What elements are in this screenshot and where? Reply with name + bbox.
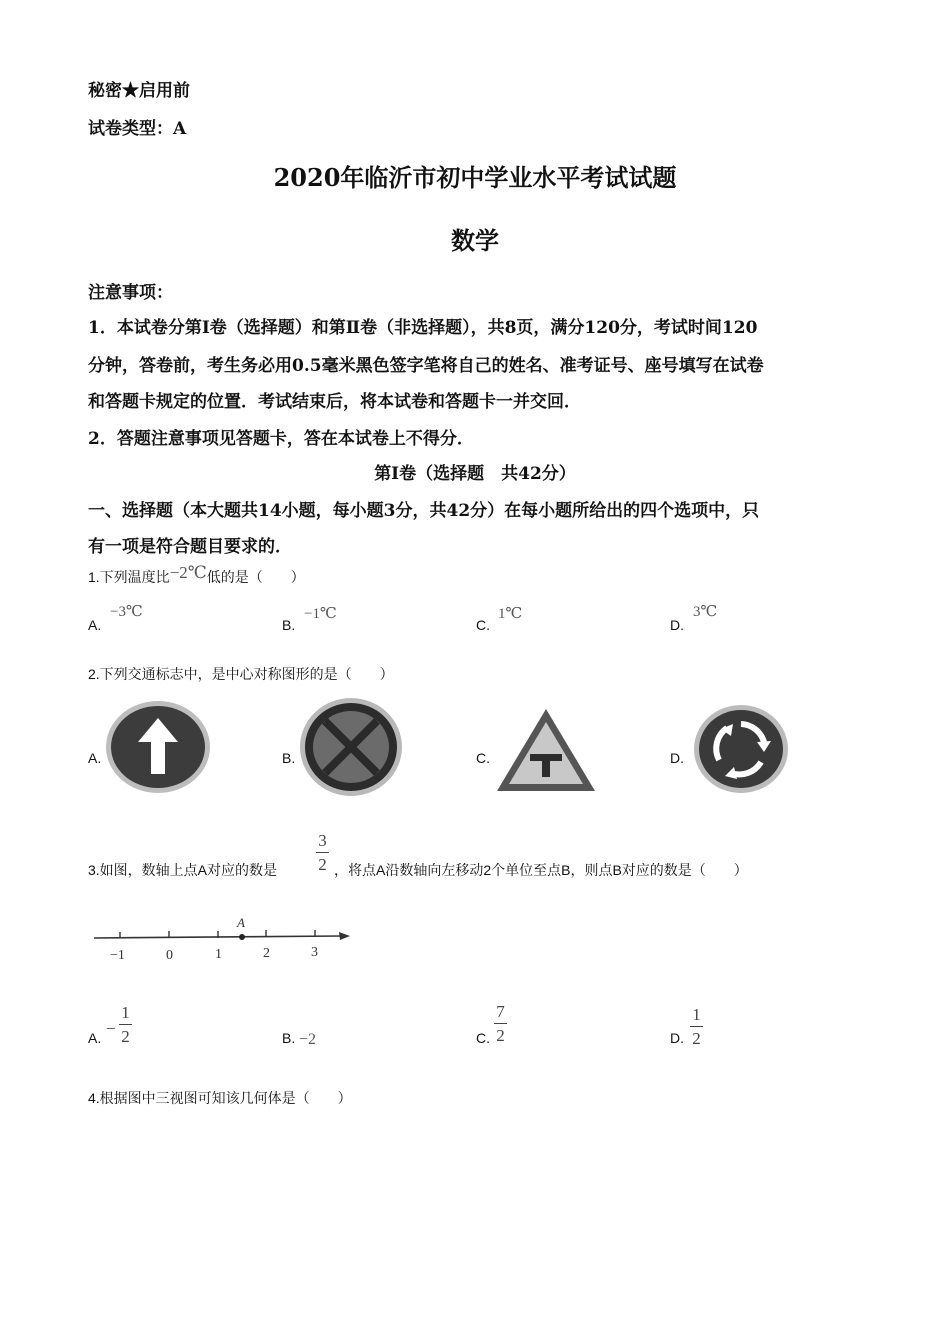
q3-option-a-numerator: 1 (121, 1003, 130, 1022)
q2-option-c-label[interactable]: C. (476, 750, 490, 766)
no-stopping-sign (299, 697, 403, 797)
q3-option-c-fraction (494, 1003, 507, 1044)
q3-option-d-label[interactable]: D. (670, 1030, 684, 1046)
question-3-prefix: 3.如图，数轴上点A对应的数是 (88, 862, 278, 878)
subject-title: 数学 (451, 226, 499, 255)
q2-option-d-label[interactable]: D. (670, 750, 684, 766)
q1-option-d-value: 3℃ (693, 604, 718, 620)
question-3-suffix: ，将点A沿数轴向左移动2个单位至点B，则点B对应的数是（ ） (334, 862, 748, 878)
notice-item-1-line-1: 1．本试卷分第Ⅰ卷（选择题）和第Ⅱ卷（非选择题），共8页，满分120分，考试时间120 (88, 318, 758, 338)
q3-option-a-denominator: 2 (121, 1027, 130, 1046)
question-2-stem: 2.下列交通标志中，是中心对称图形的是（ ） (88, 666, 394, 682)
number-line (90, 915, 360, 965)
question-3-fraction-numerator: 3 (318, 831, 327, 850)
question-1-value: −2℃ (169, 563, 207, 582)
number-line-tick-label: 3 (311, 945, 318, 960)
part1-instructions-line-1: 一、选择题（本大题共14小题，每小题3分，共42分）在每小题所给出的四个选项中，只 (88, 501, 760, 521)
question-1-suffix: 低的是（ ） (206, 569, 305, 585)
roundabout-sign (693, 704, 789, 794)
q3-option-a-sign: − (106, 1019, 116, 1038)
part1-instructions-line-2: 有一项是符合题目要求的． (88, 537, 292, 557)
t-junction-warning-sign (494, 706, 598, 794)
q3-option-a-label[interactable]: A. (88, 1030, 102, 1046)
q1-option-a-value: −3℃ (110, 604, 143, 620)
number-line-tick-label: 1 (215, 947, 222, 962)
q3-option-c-label[interactable]: C. (476, 1030, 490, 1046)
q3-option-b-label[interactable]: B. (282, 1030, 296, 1046)
question-1-prefix: 1.下列温度比 (88, 569, 170, 585)
number-line-tick-label: 2 (263, 946, 270, 961)
q3-option-b-value: −2 (299, 1031, 317, 1048)
confidential-mark: 秘密★启用前 (88, 81, 190, 101)
notice-item-2: 2．答题注意事项见答题卡，答在本试卷上不得分． (88, 429, 474, 449)
paper-type: 试卷类型：A (88, 119, 187, 139)
q3-option-d-fraction (690, 1006, 703, 1047)
q1-option-a-label[interactable]: A. (88, 617, 102, 633)
q2-option-a-label[interactable]: A. (88, 750, 102, 766)
question-4-stem: 4.根据图中三视图可知该几何体是（ ） (88, 1090, 352, 1106)
q1-option-c-label[interactable]: C. (476, 617, 490, 633)
notice-heading: 注意事项： (88, 283, 173, 303)
number-line-tick-label: −1 (110, 948, 125, 963)
question-3-fraction-denominator: 2 (318, 855, 327, 874)
straight-arrow-sign (105, 700, 211, 794)
q2-option-b-label[interactable]: B. (282, 750, 296, 766)
q3-option-d-numerator: 1 (692, 1005, 701, 1024)
q3-option-c-numerator: 7 (496, 1002, 505, 1021)
q1-option-b-label[interactable]: B. (282, 617, 296, 633)
section-title: 第Ⅰ卷（选择题 共42分） (374, 464, 576, 484)
q1-option-d-label[interactable]: D. (670, 617, 684, 633)
question-1-stem (88, 563, 305, 587)
q3-option-c-denominator: 2 (496, 1026, 505, 1045)
q3-option-a-fraction (119, 1004, 132, 1045)
notice-item-1-line-2: 分钟，答卷前，考生务必用0.5毫米黑色签字笔将自己的姓名、准考证号、座号填写在试卷 (88, 356, 764, 376)
number-line-tick-label: 0 (166, 948, 173, 963)
q3-option-d-denominator: 2 (692, 1029, 701, 1048)
question-3-fraction (316, 832, 329, 873)
notice-item-1-line-3: 和答题卡规定的位置．考试结束后，将本试卷和答题卡一并交回． (88, 392, 581, 412)
page-title: 2020年临沂市初中学业水平考试试题 (273, 163, 677, 192)
q1-option-c-value: 1℃ (498, 606, 523, 622)
q1-option-b-value: −1℃ (304, 606, 337, 622)
number-line-point-label: A (237, 915, 245, 930)
